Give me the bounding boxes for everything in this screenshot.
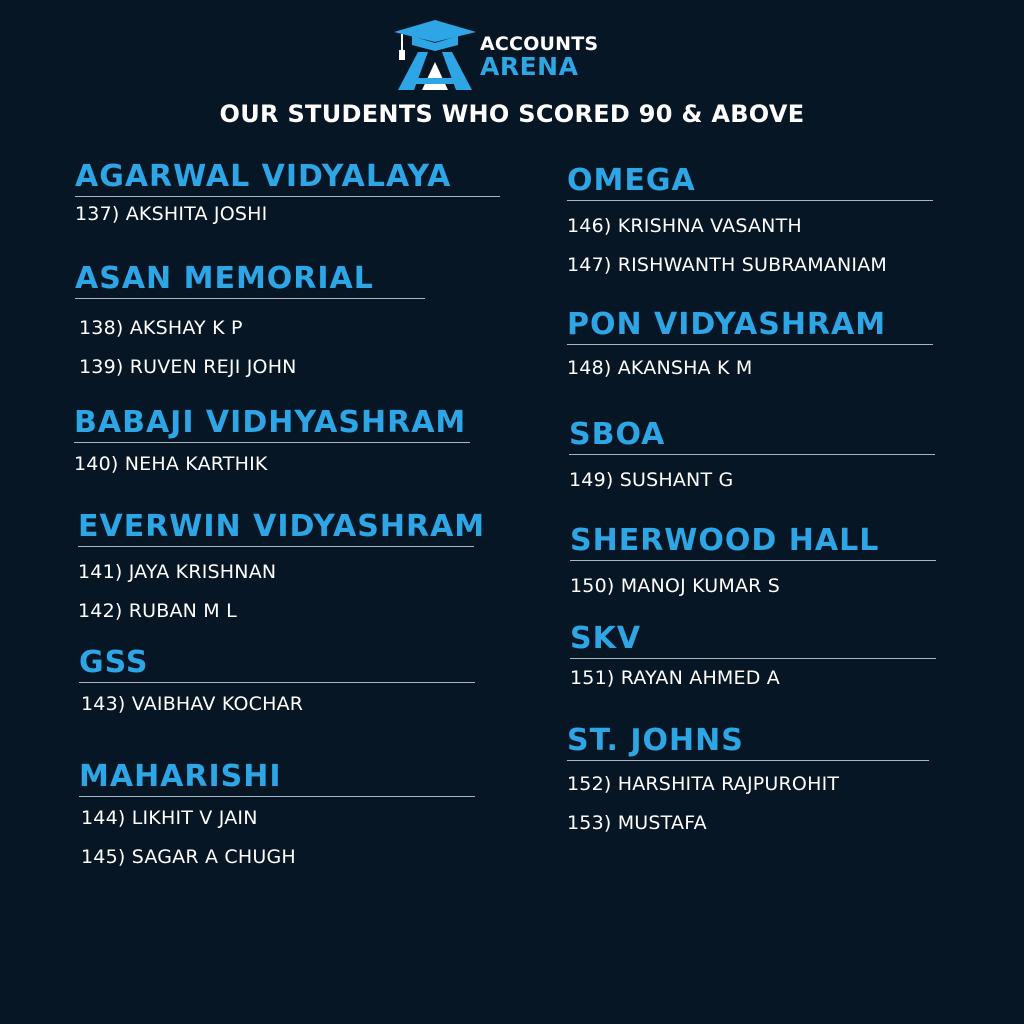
school-name: MAHARISHI <box>79 759 282 794</box>
student-entry: 148) AKANSHA K M <box>567 357 753 379</box>
school-name: ST. JOHNS <box>567 723 744 758</box>
divider <box>75 298 425 299</box>
divider <box>74 442 470 443</box>
school-section <box>567 164 933 293</box>
school-section <box>74 406 470 492</box>
school-name: PON VIDYASHRAM <box>567 307 887 342</box>
divider <box>75 196 500 197</box>
school-name: SBOA <box>569 417 666 452</box>
school-section <box>79 760 475 885</box>
divider <box>78 546 474 547</box>
graduation-cap-icon <box>392 18 478 92</box>
student-entry: 147) RISHWANTH SUBRAMANIAM <box>567 254 887 276</box>
brand-name-top: ACCOUNTS <box>480 33 599 55</box>
student-entry: 140) NEHA KARTHIK <box>74 453 268 475</box>
student-entry: 141) JAYA KRISHNAN <box>78 561 277 583</box>
student-entry: 144) LIKHIT V JAIN <box>81 807 258 829</box>
school-section <box>75 160 500 242</box>
student-entry: 137) AKSHITA JOSHI <box>75 203 268 225</box>
student-entry: 138) AKSHAY K P <box>79 317 243 339</box>
divider <box>569 454 935 455</box>
school-section <box>569 418 935 508</box>
school-section <box>78 510 485 639</box>
school-name: GSS <box>79 645 149 680</box>
school-name: AGARWAL VIDYALAYA <box>75 159 452 194</box>
divider <box>79 796 475 797</box>
brand-name-bottom: ARENA <box>480 52 579 81</box>
school-section <box>79 646 475 732</box>
school-name: EVERWIN VIDYASHRAM <box>78 509 486 544</box>
school-section <box>75 262 425 395</box>
brand-logo <box>392 18 622 94</box>
divider <box>570 658 936 659</box>
divider <box>79 682 475 683</box>
student-entry: 152) HARSHITA RAJPUROHIT <box>567 773 840 795</box>
student-entry: 139) RUVEN REJI JOHN <box>79 356 297 378</box>
school-section <box>570 622 936 706</box>
school-section <box>567 724 929 851</box>
student-entry: 153) MUSTAFA <box>567 812 707 834</box>
school-section <box>567 308 933 396</box>
student-entry: 150) MANOJ KUMAR S <box>570 575 781 597</box>
student-entry: 143) VAIBHAV KOCHAR <box>81 693 304 715</box>
school-name: ASAN MEMORIAL <box>75 261 374 296</box>
school-name: BABAJI VIDHYASHRAM <box>74 405 467 440</box>
school-name: SKV <box>570 621 642 656</box>
student-entry: 151) RAYAN AHMED A <box>570 667 781 689</box>
school-name: OMEGA <box>567 163 696 198</box>
school-section <box>570 524 936 614</box>
student-entry: 149) SUSHANT G <box>569 469 734 491</box>
school-name: SHERWOOD HALL <box>570 523 880 558</box>
divider <box>567 200 933 201</box>
student-entry: 146) KRISHNA VASANTH <box>567 215 802 237</box>
divider <box>567 760 929 761</box>
student-entry: 142) RUBAN M L <box>78 600 237 622</box>
divider <box>570 560 936 561</box>
page-title: OUR STUDENTS WHO SCORED 90 & ABOVE <box>219 100 805 128</box>
divider <box>567 344 933 345</box>
student-entry: 145) SAGAR A CHUGH <box>81 846 296 868</box>
